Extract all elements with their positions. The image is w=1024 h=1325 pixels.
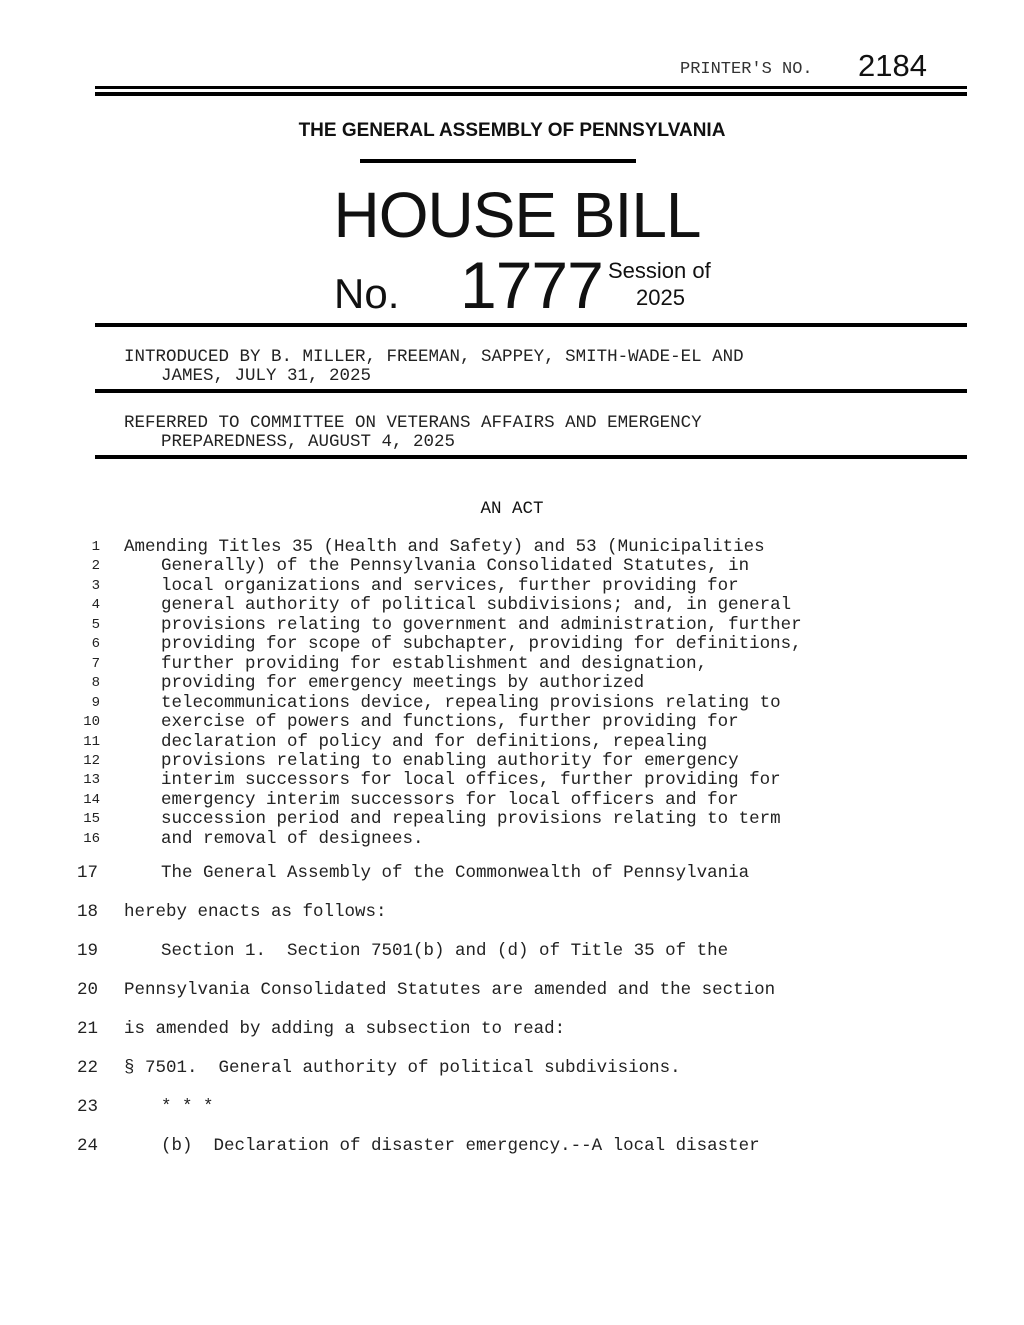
title-line: emergency interim successors for local officers and for <box>161 789 739 810</box>
line-number: 2 <box>91 558 100 575</box>
line-number: 24 <box>76 1136 98 1156</box>
title-line: general authority of political subdivisions; and, in general <box>161 595 792 616</box>
line-number: 11 <box>83 733 100 750</box>
line-number: 16 <box>83 830 100 847</box>
referred-line-1: REFERRED TO COMMITTEE ON VETERANS AFFAIRS AND EMERGENCY <box>124 413 702 433</box>
line-number: 1 <box>91 539 100 555</box>
referred-rule <box>95 455 967 459</box>
body-line: is amended by adding a subsection to read: <box>124 1019 566 1039</box>
title-line: provisions relating to government and administration, further <box>161 614 802 635</box>
session-label: Session of <box>608 258 711 283</box>
line-number: 21 <box>76 1019 98 1039</box>
bill-type-title: HOUSE BILL <box>333 179 701 251</box>
line-number: 9 <box>91 694 100 711</box>
body-line: Section 1. Section 7501(b) and (d) of Title 35 of the <box>161 941 729 961</box>
title-line: Generally) of the Pennsylvania Consolidated Statutes, in <box>161 556 750 577</box>
line-number: 10 <box>83 714 100 731</box>
line-number: 19 <box>76 941 98 961</box>
heading-divider <box>360 159 636 163</box>
title-line: further providing for establishment and designation, <box>161 653 708 674</box>
body-line: hereby enacts as follows: <box>124 902 387 922</box>
body-line: § 7501. General authority of political subdivisions. <box>124 1058 681 1078</box>
body-line: * * * <box>161 1097 214 1117</box>
top-rule-thin <box>95 86 967 89</box>
title-line: exercise of powers and functions, further providing for <box>161 712 739 733</box>
title-line: and removal of designees. <box>161 828 424 849</box>
body-line: (b) Declaration of disaster emergency.--A local disaster <box>161 1136 760 1156</box>
title-line: succession period and repealing provisions relating to term <box>161 809 781 830</box>
line-number: 15 <box>83 811 100 828</box>
introduced-rule <box>95 389 967 393</box>
act-heading: AN ACT <box>480 499 544 519</box>
line-number: 20 <box>76 980 98 1000</box>
line-number: 6 <box>91 636 100 653</box>
title-line: interim successors for local offices, further providing for <box>161 770 781 791</box>
title-line: Amending Titles 35 (Health and Safety) and 53 (Municipalities <box>124 537 765 557</box>
line-number: 4 <box>91 597 100 614</box>
body-line: The General Assembly of the Commonwealth of Pennsylvania <box>161 863 750 883</box>
introduced-line-1: INTRODUCED BY B. MILLER, FREEMAN, SAPPEY, SMITH-WADE-EL AND <box>124 347 744 367</box>
line-number: 12 <box>83 752 100 769</box>
line-number: 13 <box>83 772 100 789</box>
line-number: 5 <box>91 616 100 633</box>
header-bottom-rule <box>95 323 967 327</box>
printers-number: 2184 <box>858 48 927 83</box>
title-line: declaration of policy and for definitions, repealing <box>161 731 708 752</box>
title-line: providing for scope of subchapter, providing for definitions, <box>161 634 802 655</box>
line-number: 14 <box>83 791 100 808</box>
title-line: provisions relating to enabling authority for emergency <box>161 750 739 771</box>
introduced-line-2: JAMES, JULY 31, 2025 <box>161 366 372 386</box>
line-number: 18 <box>76 902 98 922</box>
referred-line-2: PREPAREDNESS, AUGUST 4, 2025 <box>161 432 456 452</box>
line-number: 8 <box>91 675 100 692</box>
assembly-heading: THE GENERAL ASSEMBLY OF PENNSYLVANIA <box>298 120 726 141</box>
line-number: 22 <box>76 1058 98 1078</box>
title-line: telecommunications device, repealing provisions relating to <box>161 692 781 713</box>
bill-number: 1777 <box>460 248 603 322</box>
title-line: providing for emergency meetings by authorized <box>161 673 645 694</box>
session-year: 2025 <box>636 285 685 310</box>
line-number: 7 <box>91 655 100 672</box>
line-number: 17 <box>76 863 98 883</box>
printers-number-label: PRINTER'S NO. <box>680 60 813 79</box>
line-number: 23 <box>76 1097 98 1117</box>
title-line: local organizations and services, further providing for <box>161 575 739 596</box>
top-rule-thick <box>95 92 967 96</box>
number-label: No. <box>334 270 400 317</box>
line-number: 3 <box>91 577 100 594</box>
body-line: Pennsylvania Consolidated Statutes are amended and the section <box>124 980 776 1000</box>
